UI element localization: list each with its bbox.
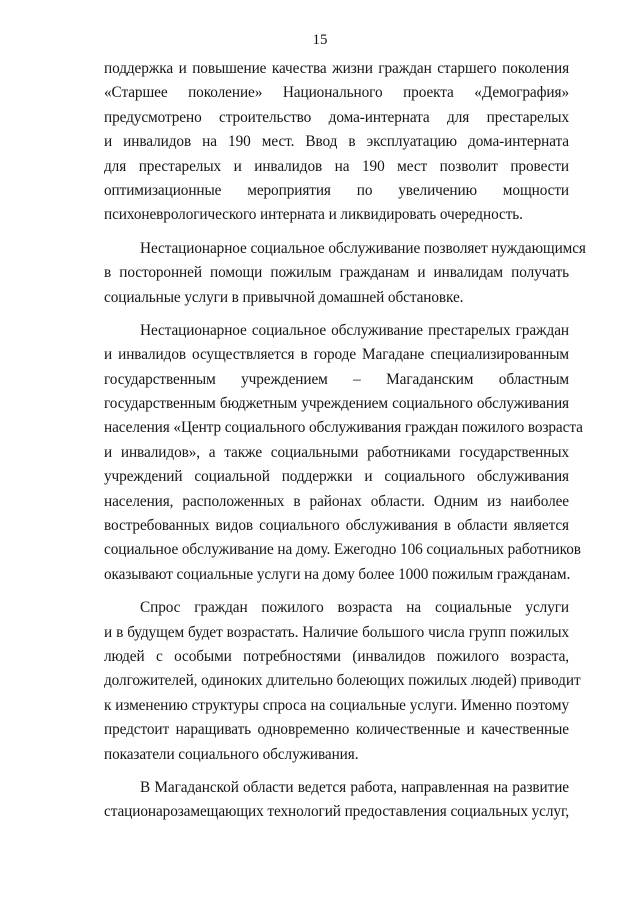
text-line: предстоит наращивать одновременно количественные и качественные <box>104 721 569 739</box>
text-line: социальное обслуживание на дому. Ежегодно 106 социальных работников <box>104 541 581 559</box>
page-number: 15 <box>312 32 328 48</box>
text-line: населения «Центр социального обслуживания граждан пожилого возраста <box>104 419 583 437</box>
text-line: людей с особыми потребностями (инвалидов пожилого возраста, <box>104 647 569 665</box>
text-line: стационарозамещающих технологий предоставления социальных услуг, <box>104 803 570 821</box>
text-line: Нестационарное социальное обслуживание престарелых граждан <box>140 321 569 339</box>
paragraph-5 <box>104 776 569 825</box>
paragraph-1 <box>104 57 569 228</box>
text-line: оказывают социальные услуги на дому более 1000 пожилым гражданам. <box>104 565 571 583</box>
text-line: психоневрологического интерната и ликвидировать очередность. <box>104 206 523 224</box>
text-line: оптимизационные мероприятия по увеличению мощности <box>104 181 569 199</box>
document-body <box>104 57 586 829</box>
paragraph-4 <box>104 596 581 767</box>
text-line: населения, расположенных в районах области. Одним из наиболее <box>104 492 569 510</box>
text-line: В Магаданской области ведется работа, направленная на развитие <box>140 778 569 796</box>
text-line: учреждений социальной поддержки и социального обслуживания <box>104 468 569 486</box>
text-line: предусмотрено строительство дома-интерната для престарелых <box>104 108 569 126</box>
text-line: Спрос граждан пожилого возраста на социальные услуги <box>140 599 569 617</box>
text-line: и инвалидов на 190 мест. Ввод в эксплуатацию дома-интерната <box>104 133 569 151</box>
text-line: востребованных видов социального обслуживания в области является <box>104 517 569 535</box>
text-line: для престарелых и инвалидов на 190 мест позволит провести <box>104 157 569 175</box>
text-line: социальные услуги в привычной домашней обстановке. <box>104 288 464 306</box>
text-line: государственным бюджетным учреждением социального обслуживания <box>104 395 569 413</box>
text-line: Нестационарное социальное обслуживание позволяет нуждающимся <box>140 239 586 257</box>
text-line: долгожителей, одиноких длительно болеющих пожилых людей) приводит <box>104 672 581 690</box>
paragraph-2 <box>104 237 586 310</box>
text-line: к изменению структуры спроса на социальные услуги. Именно поэтому <box>104 696 569 714</box>
text-line: в посторонней помощи пожилым гражданам и инвалидам получать <box>104 264 569 282</box>
paragraph-3 <box>104 319 583 587</box>
text-line: и инвалидов», а также социальными работниками государственных <box>104 443 569 461</box>
text-line: государственным учреждением – Магаданским областным <box>104 370 569 388</box>
text-line: и инвалидов осуществляется в городе Магадане специализированным <box>104 346 569 364</box>
text-line: «Старшее поколение» Национального проекта «Демография» <box>104 84 569 102</box>
text-line: и в будущем будет возрастать. Наличие большого числа групп пожилых <box>104 623 569 641</box>
text-line: показатели социального обслуживания. <box>104 745 359 763</box>
text-line: поддержка и повышение качества жизни граждан старшего поколения <box>104 60 569 77</box>
